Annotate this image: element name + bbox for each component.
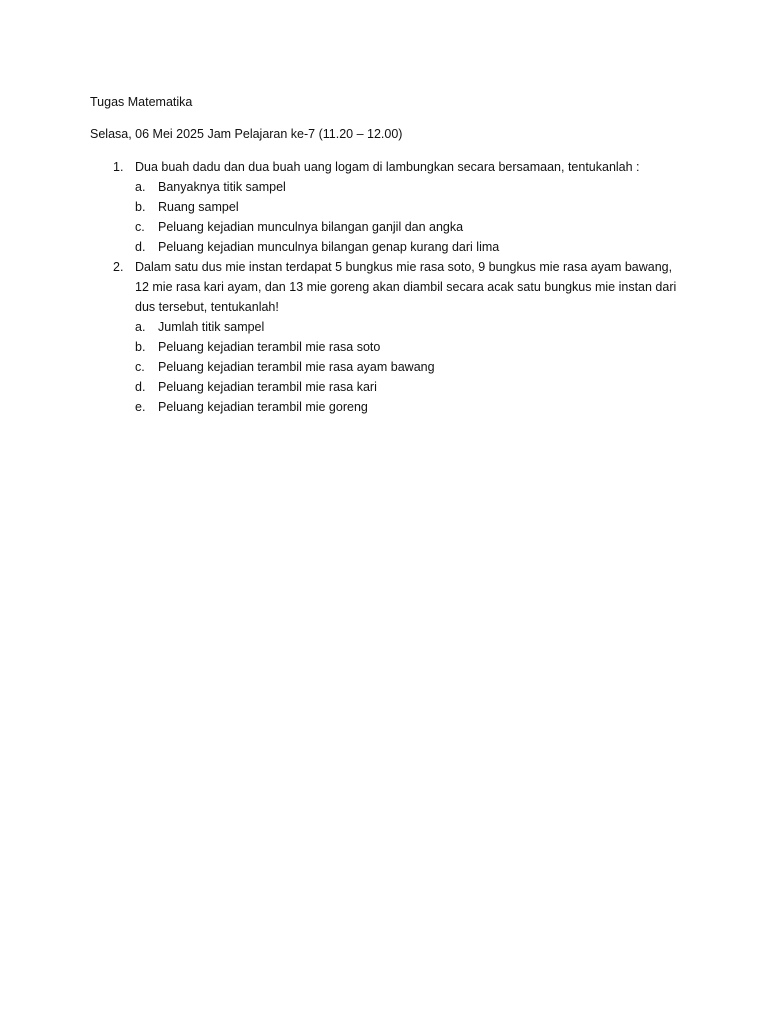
sub-item-letter: a. [135, 320, 146, 334]
question-text: Dalam satu dus mie instan terdapat 5 bungkus mie rasa soto, 9 bungkus mie rasa ayam bawang, 12 mie rasa kari ayam, dan 13 mie goreng akan diambil secara acak satu bungkus mie instan dari dus tersebut, tentukanlah! [135, 260, 677, 314]
sub-item-text: Banyaknya titik sampel [158, 180, 286, 194]
sub-item-text: Peluang kejadian terambil mie goreng [158, 400, 368, 414]
sub-item-text: Peluang kejadian terambil mie rasa ayam bawang [158, 360, 435, 374]
question-number: 1. [113, 160, 124, 174]
sub-item-letter: a. [135, 180, 146, 194]
question-text: Dua buah dadu dan dua buah uang logam di lambungkan secara bersamaan, tentukanlah : [135, 160, 640, 174]
sub-item-letter: b. [135, 340, 146, 354]
sub-item-letter: c. [135, 220, 145, 234]
sub-item-letter: d. [135, 240, 146, 254]
question-number: 2. [113, 260, 124, 274]
sub-item [135, 197, 690, 217]
sub-item-text: Jumlah titik sampel [158, 320, 265, 334]
sub-item-text: Peluang kejadian munculnya bilangan ganjil dan angka [158, 220, 464, 234]
sub-item-text: Peluang kejadian terambil mie rasa soto [158, 340, 381, 354]
sub-item-letter: c. [135, 360, 145, 374]
sub-item-text: Peluang kejadian terambil mie rasa kari [158, 380, 377, 394]
sub-item-text: Ruang sampel [158, 200, 239, 214]
sub-item-letter: d. [135, 380, 146, 394]
sub-item-letter: b. [135, 200, 146, 214]
document-subtitle: Selasa, 06 Mei 2025 Jam Pelajaran ke-7 (11.20 – 12.00) [90, 127, 403, 141]
sub-item-letter: e. [135, 400, 146, 414]
sub-item [135, 337, 690, 357]
sub-item [135, 377, 690, 397]
sub-item [135, 397, 690, 417]
sub-item [135, 237, 690, 257]
question-2 [90, 257, 690, 417]
question-list [90, 157, 690, 417]
sub-item [135, 357, 690, 377]
sub-item [135, 217, 690, 237]
sub-item [135, 177, 690, 197]
sub-item-text: Peluang kejadian munculnya bilangan genap kurang dari lima [158, 240, 500, 254]
question-1 [90, 157, 690, 257]
sub-item [135, 317, 690, 337]
document-title: Tugas Matematika [90, 95, 193, 109]
